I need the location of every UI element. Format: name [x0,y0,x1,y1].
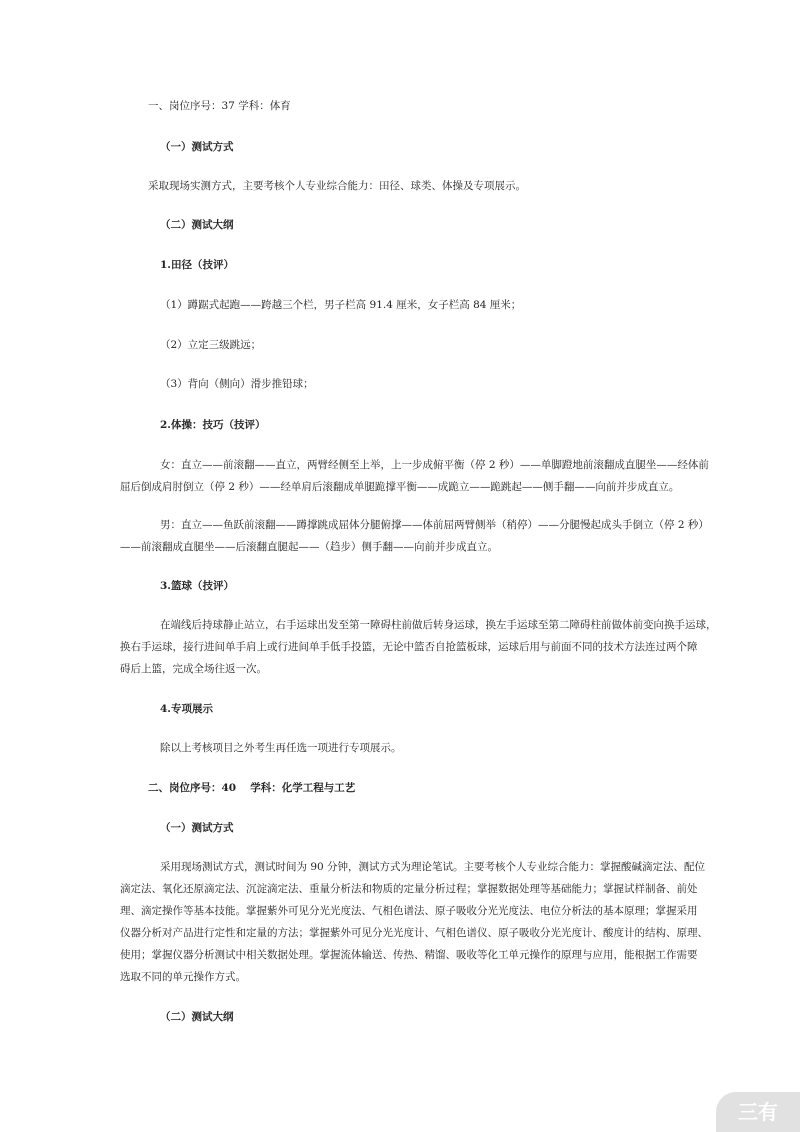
list-item: （2）立定三级跳远； [160,339,262,351]
subsection-heading: （二）测试大纲 [160,1011,234,1023]
paragraph-line: 滴定法、氧化还原滴定法、沉淀滴定法、重量分析法和物质的定量分析过程；掌握数据处理等基础能力；掌握试样制备、前处 [120,883,698,895]
section-title: 一、岗位序号：37 学科：体育 [148,100,291,112]
paragraph-line: 在端线后持球静止站立，右手运球出发至第一障碍柱前做后转身运球，换左手运球至第二障碍柱前做体前变向换手运球， [160,619,717,631]
paragraph-line: ——前滚翻成直腿坐——后滚翻直腿起——（趋步）侧手翻——向前并步成直立。 [120,541,498,553]
paragraph-line: 理、滴定操作等基本技能。掌握紫外可见分光光度法、气相色谱法、原子吸收分光光度法、电位分析法的基本原理；掌握采用 [120,905,698,917]
section-title: 二、岗位序号：40 学科：化学工程与工艺 [148,782,356,794]
topic-heading: 2.体操：技巧（技评） [160,419,266,431]
paragraph-line: 碍后上篮，完成全场往返一次。 [120,663,267,675]
watermark-logo: 三有 [716,1092,800,1132]
paragraph-line: 使用；掌握仪器分析测试中相关数据处理。掌握流体输送、传热、精馏、吸收等化工单元操作的原理与应用，能根据工作需要 [120,949,698,961]
paragraph-line: 屈后倒成肩肘倒立（停 2 秒）——经单肩后滚翻成单腿跪撑平衡——成跪立——跪跳起——侧手翻——向前并步成直立。 [120,481,680,493]
list-item: （3）背向（侧向）滑步推铅球； [160,378,314,390]
paragraph-line: 换右手运球，接行进间单手肩上或行进间单手低手投篮，无论中篮否自抢篮板球，运球后用与前面不同的技术方法连过两个障 [120,641,698,653]
topic-heading: 1.田径（技评） [160,259,234,271]
paragraph-line: 采用现场测试方式，测试时间为 90 分钟，测试方式为理论笔试。主要考核个人专业综合能力：掌握酸碱滴定法、配位 [160,861,706,873]
topic-heading: 3.篮球（技评） [160,580,234,592]
subsection-heading: （一）测试方式 [160,822,234,834]
topic-heading: 4.专项展示 [160,703,213,715]
subsection-heading: （二）测试大纲 [160,219,234,231]
subsection-heading: （一）测试方式 [160,141,234,153]
paragraph-line: 选取不同的单元操作方式。 [120,971,246,983]
paragraph: 除以上考核项目之外考生再任选一项进行专项展示。 [160,742,402,754]
paragraph-line: 男：直立——鱼跃前滚翻——蹲撑跳成屈体分腿俯撑——体前屈两臂侧举（稍停）——分腿慢起成头手倒立（停 2 秒） [160,519,709,531]
paragraph-line: 仪器分析对产品进行定性和定量的方法；掌握紫外可见分光光度计、气相色谱仪、原子吸收分光光度计、酸度计的结构、原理、 [120,927,708,939]
paragraph: 采取现场实测方式，主要考核个人专业综合能力：田径、球类、体操及专项展示。 [148,180,526,192]
paragraph-line: 女：直立——前滚翻——直立，两臂经侧至上举，上一步成俯平衡（停 2 秒）——单脚蹬地前滚翻成直腿坐——经体前 [160,459,709,471]
list-item: （1）蹲踞式起跑——跨越三个栏，男子栏高 91.4 厘米，女子栏高 84 厘米； [160,299,522,311]
